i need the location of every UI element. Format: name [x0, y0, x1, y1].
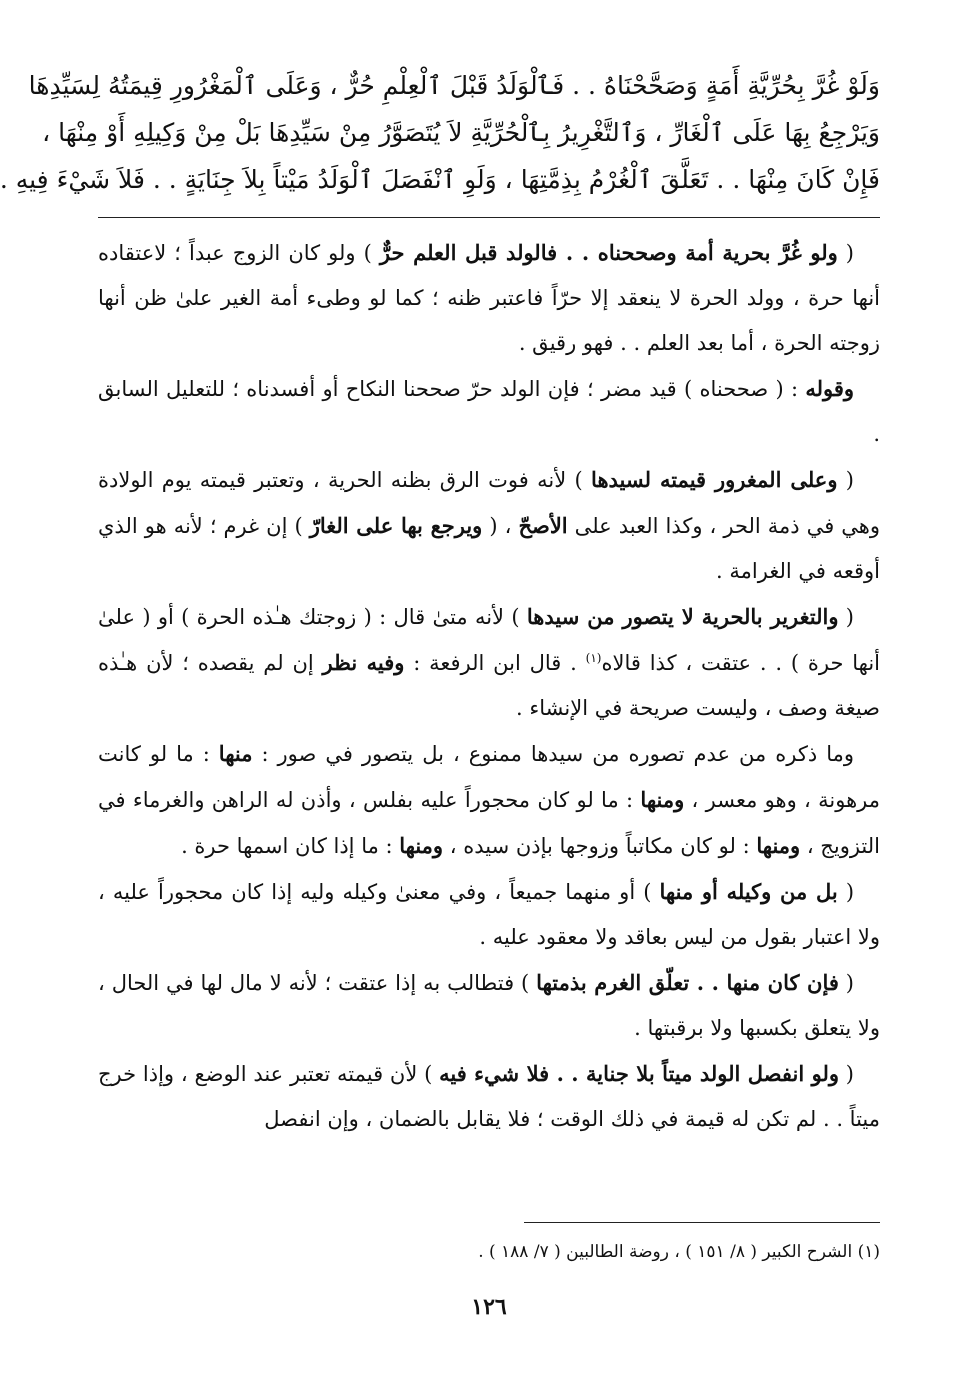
commentary-paragraph-6: ( بل من وكيله أو منها ) أو منهما جميعاً ، وفي معنىٰ وكيله وليه إذا كان محجوراً عليه ، ولا اعتبار بقول من ليس بعاقد ولا معقود عليه .: [98, 879, 880, 949]
emphasis-term: وفيه نظر: [322, 650, 405, 675]
quoted-matn: بل من وكيله أو منها: [659, 879, 838, 904]
emphasis-term: ومنها: [640, 787, 685, 812]
commentary-paragraph-1: ( ولو غُرَّ بحرية أمة وصححناه . . فالولد قبل العلم حرٌّ ) ولو كان الزوج عبداً ؛ لاعتقاده أنها حرة ، وولد الحرة لا ينعقد إلا حرّاً فاعتبر ظنه ؛ كما لو وطىء أمة الغير علىٰ ظن أنها زوجته الحرة ، أما بعد العلم . . فهو رقيق .: [98, 240, 881, 355]
quoted-matn: ويرجع بها على الغارّ: [309, 513, 483, 538]
matn-divider: [98, 217, 880, 218]
footnote-marker[interactable]: (١): [585, 651, 602, 665]
quoted-matn: وعلى المغرور قيمته لسيدها: [591, 467, 838, 492]
page-number: ١٢٦: [471, 1294, 507, 1320]
emphasis-term: منها: [218, 741, 253, 766]
commentary-paragraph-2: وقوله : ( صححناه ) قيد مضر ؛ فإن الولد حرّ صححنا النكاح أو أفسدناه ؛ للتعليل السابق .: [98, 376, 880, 446]
commentary-paragraph-7: ( فإن كان منها . . تعلّق الغرم بذمتها ) فتطالب به إذا عتقت ؛ لأنه لا مال لها في الحال ، ولا يتعلق بكسبها ولا برقبتها .: [98, 970, 880, 1040]
emphasis-term: ومنها: [399, 833, 444, 858]
commentary-paragraph-4: ( والتغرير بالحرية لا يتصور من سيدها ) لأنه متىٰ قال : ( زوجتك هـٰذه الحرة ) أو ( علىٰ أنها حرة ) . . عتقت ، كذا قالاه$^{(١)}$ . قال ابن الرفعة : وفيه نظر إن لم يقصده ؛ لأن هـٰذه صيغة وصف ، وليست صريحة في الإنشاء .: [98, 604, 881, 720]
matn-text: [0, 62, 880, 203]
matn-line-2: وَيَرْجِعُ بِهَا عَلَى ٱلْغَارِّ ، وَٱلتَّغْرِيرُ بِٱلْحُرِّيَّةِ لاَ يُتَصَوَّرُ مِنْ سَيِّدِهَا بَلْ مِنْ وَكِيلِهِ أَوْ مِنْهَا ،: [42, 118, 880, 147]
matn-line-3: فَإِنْ كَانَ مِنْهَا . . تَعَلَّقَ ٱلْغُرْمُ بِذِمَّتِهَا ، وَلَوِ ٱنْفَصَلَ ٱلْوَلَدُ مَيْتاً بِلاَ جِنَايَةٍ . . فَلاَ شَيْءَ فِيهِ .: [0, 165, 880, 194]
quoted-matn: وقوله: [805, 376, 854, 401]
footnote: (١) الشرح الكبير ( ٨/ ١٥١ ) ، روضة الطالبين ( ٧/ ١٨٨ ) .: [478, 1242, 880, 1262]
emphasis-term: ومنها: [756, 833, 801, 858]
commentary-paragraph-5: وما ذكره من عدم تصوره من سيدها ممنوع ، بل يتصور في صور : منها : ما لو كانت مرهونة ، وهو معسر ، ومنها : ما لو كان محجوراً عليه بفلس ، وأذن له الراهن والغرماء في التزويج ، ومنها : لو كان مكاتباً وزوجها بإذن سيده ، ومنها : ما إذا كان اسمها حرة .: [98, 741, 880, 858]
quoted-matn: فإن كان منها . . تعلّق الغرم بذمتها: [536, 970, 839, 995]
quoted-matn: ولو انفصل الولد ميتاً بلا جناية . . فلا شيء فيه: [439, 1061, 840, 1086]
commentary-paragraph-3: ( وعلى المغرور قيمته لسيدها ) لأنه فوت الرق بظنه الحرية ، وتعتبر قيمته يوم الولادة وهي في ذمة الحر ، وكذا العبد على الأصحّ ، ( ويرجع بها على الغارّ ) إن غرم ؛ لأنه هو الذي أوقعه في الغرامة .: [98, 467, 880, 583]
quoted-matn: والتغرير بالحرية لا يتصور من سيدها: [526, 604, 839, 629]
footnote-divider: [524, 1222, 880, 1223]
commentary-paragraph-8: ( ولو انفصل الولد ميتاً بلا جناية . . فلا شيء فيه ) لأن قيمته تعتبر عند الوضع ، وإذا خرج ميتاً . . لم تكن له قيمة في ذلك الوقت ؛ فلا يقابل بالضمان ، وإن انفصل: [98, 1061, 880, 1131]
sharh-commentary: [98, 230, 880, 1142]
emphasis-term: الأصحّ: [518, 513, 568, 538]
quoted-matn: ولو غُرَّ بحرية أمة وصححناه . . فالولد قبل العلم حرٌّ: [379, 240, 838, 265]
book-page: [0, 62, 881, 1352]
matn-line-1: وَلَوْ غُرَّ بِحُرِّيَّةِ أَمَةٍ وَصَحَّحْنَاهُ . . فَٱلْوَلَدُ قَبْلَ ٱلْعِلْمِ حُرٌّ ، وَعَلَى ٱلْمَغْرُورِ قِيمَتُهُ لِسَيِّدِهَا: [28, 71, 880, 100]
